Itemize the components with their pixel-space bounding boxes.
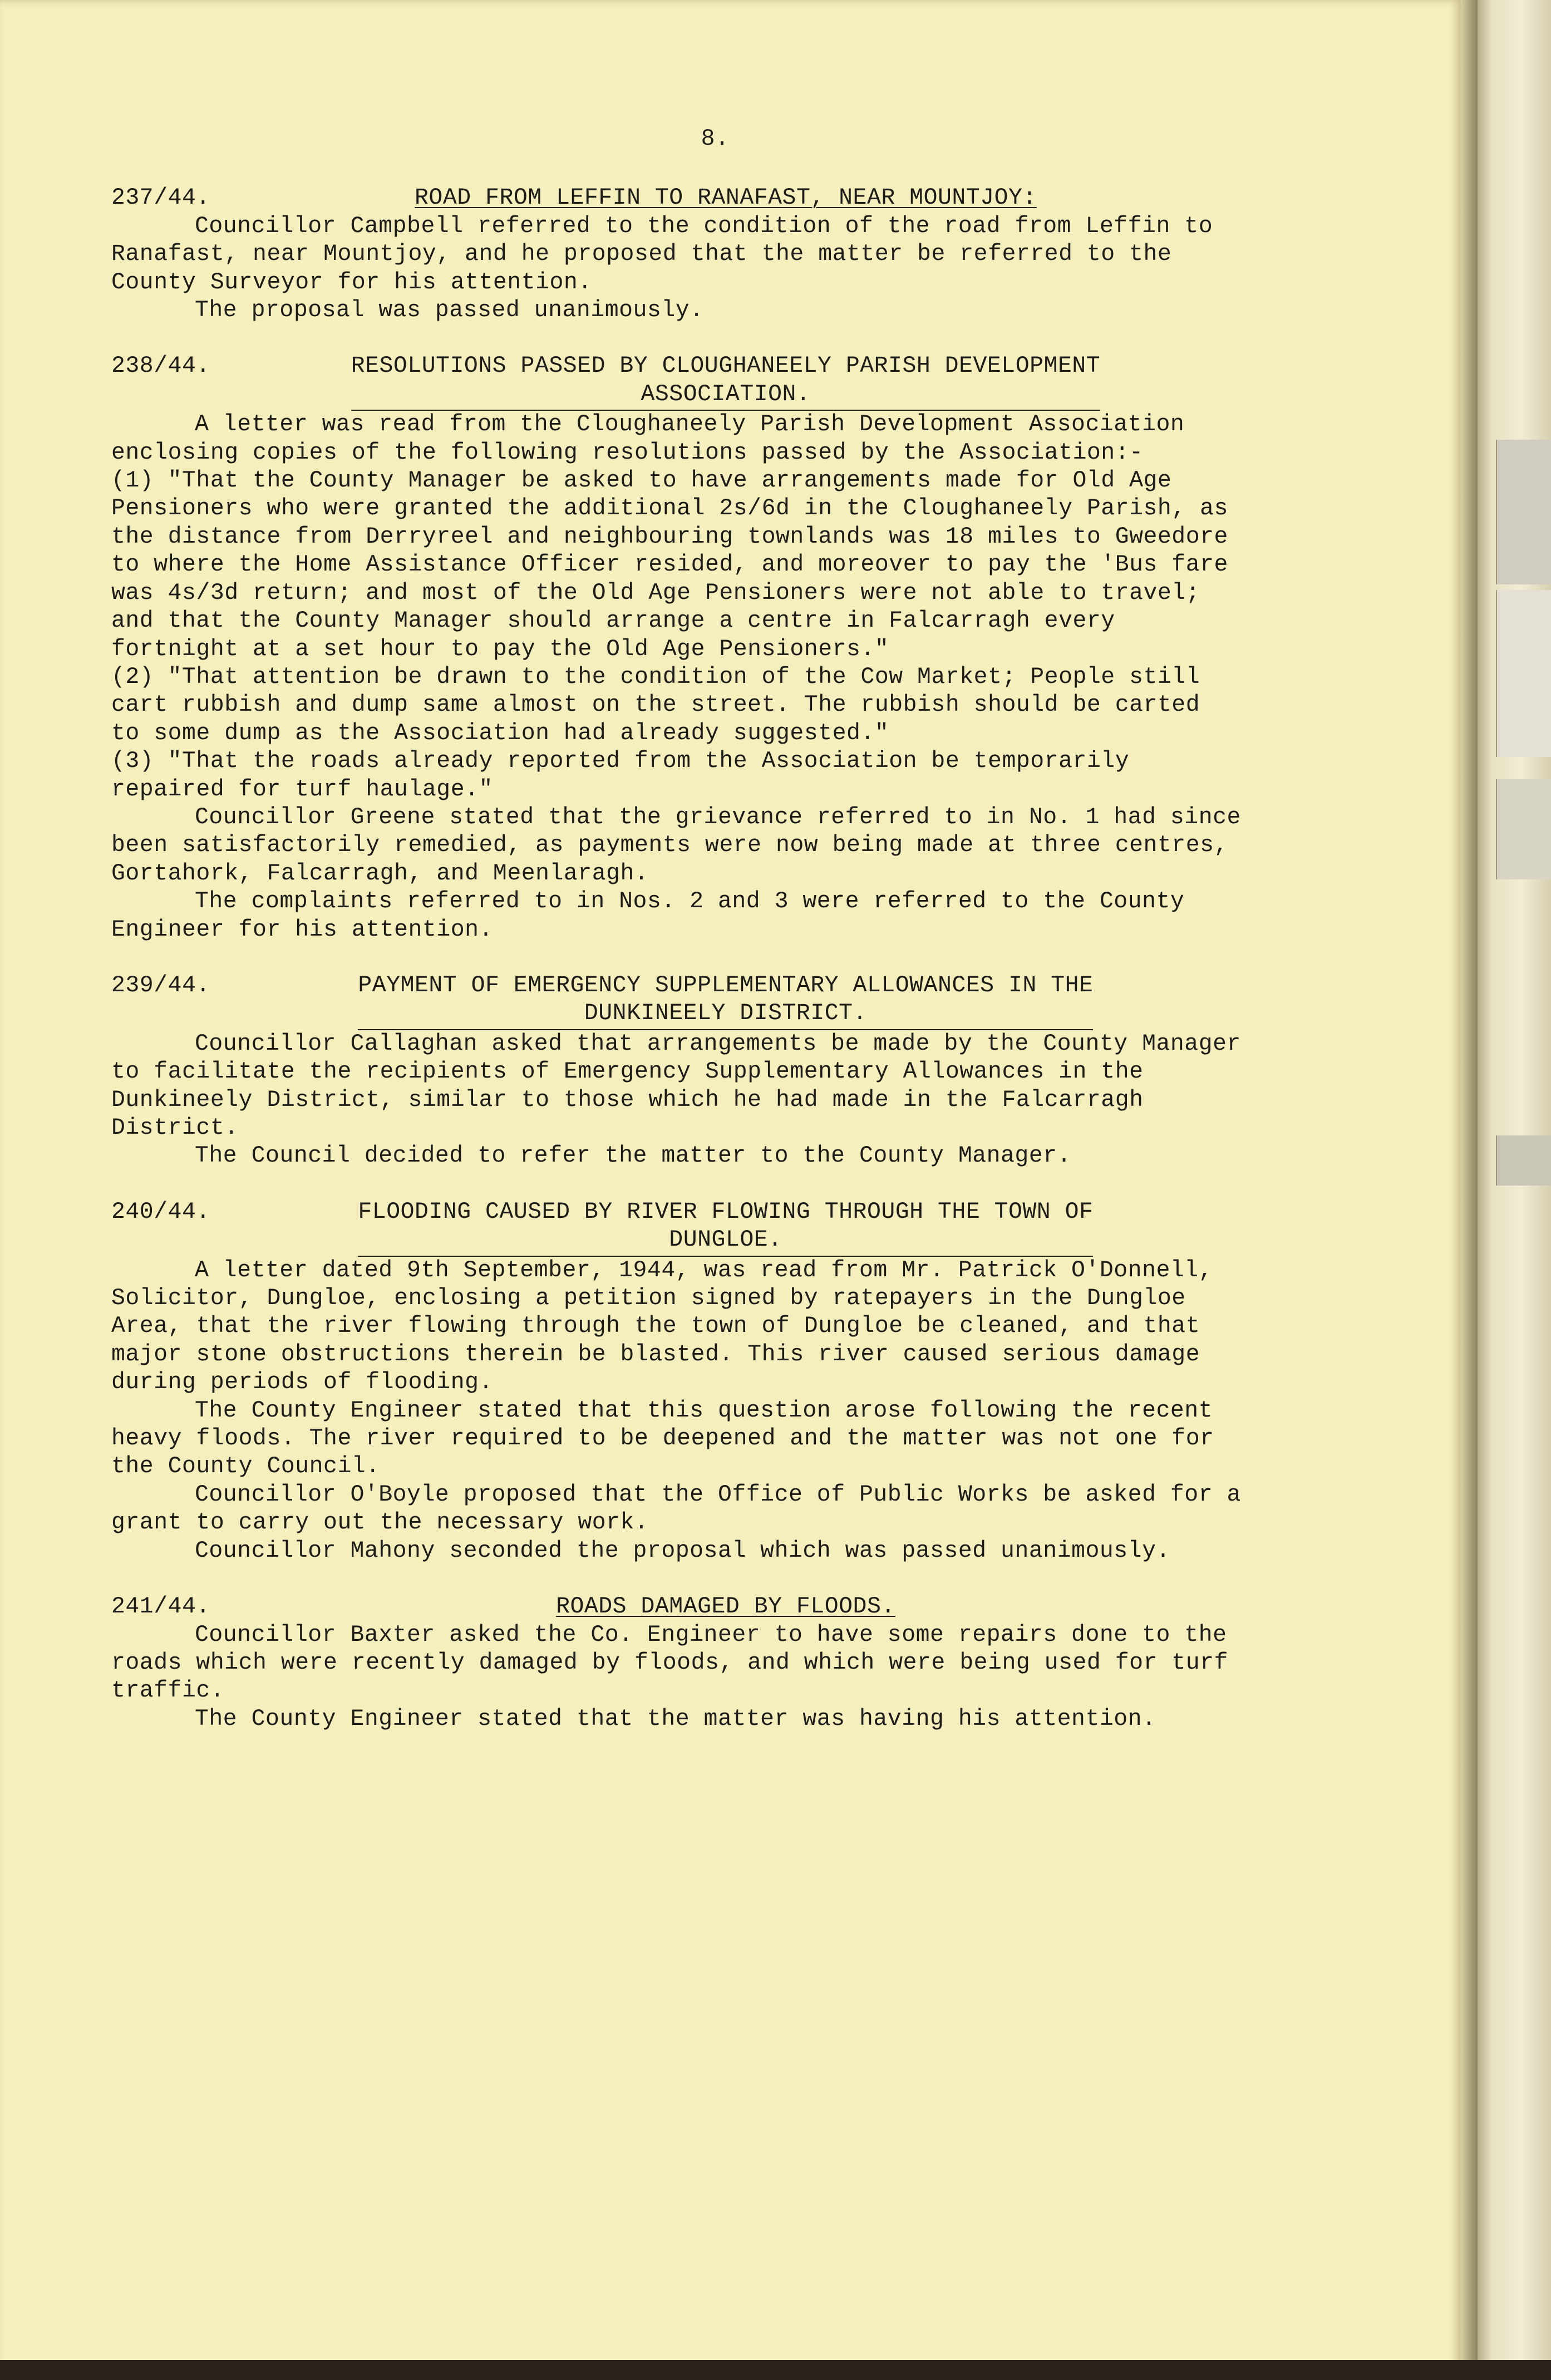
heading-line: DUNKINEELY DISTRICT. [584,1000,867,1027]
minute-239 [111,972,1241,1171]
minute-heading-row [111,972,1241,1030]
paragraph: Councillor O'Boyle proposed that the Office of Public Works be asked for a grant to carry out the necessary work. [111,1481,1241,1536]
paragraph: Councillor Greene stated that the grievance referred to in No. 1 had since been satisfactorily remedied, as payments were now being made at three centres, Gortahork, Falcarragh, and Meenlaragh. [111,804,1241,887]
minute-heading [358,972,1093,1030]
minute-number: 239/44. [111,972,210,999]
minute-number: 241/44. [111,1594,210,1620]
paragraph: Councillor Mahony seconded the proposal which was passed unanimously. [195,1537,1170,1564]
minute-heading [358,1198,1093,1257]
minute-number: 240/44. [111,1198,210,1225]
paragraph: Councillor Campbell referred to the condition of the road from Leffin to Ranafast, near Mountjoy, and he proposed that the matter be referred to the County Surveyor for his attention. [111,213,1213,296]
minutes-text [111,125,1241,1733]
minute-heading [351,352,1100,411]
minute-number: 238/44. [111,353,210,380]
resolution-3: (3) "That the roads already reported from the Association be temporarily repaired for turf haulage." [111,748,1130,803]
scan-bottom-border [0,2360,1551,2380]
heading-line: DUNGLOE. [669,1227,782,1253]
heading-line: ASSOCIATION. [641,381,811,407]
minute-number: 237/44. [111,185,210,212]
resolution-1: (1) "That the County Manager be asked to have arrangements made for Old Age Pensioners who were granted the additional 2s/6d in the Cloughaneely Parish, as the distance from Derryreel and neighbouring townlands was 18 miles to Gweedore to where the Home Assistance Officer resided, and moreover to pay the 'Bus fare was 4s/3d return; and most of the Old Age Pensioners were not able to travel; and that the County Manager should arrange a centre in Falcarragh every fortnight at a set hour to pay the Old Age Pensioners." [111,468,1228,662]
minute-240 [111,1198,1241,1565]
minute-241 [111,1593,1241,1733]
binding-strip [1478,0,1551,2380]
minute-heading: ROAD FROM LEFFIN TO RANAFAST, NEAR MOUNTJOY: [415,185,1037,212]
paragraph: The Council decided to refer the matter to the County Manager. [195,1143,1072,1169]
heading-line: PAYMENT OF EMERGENCY SUPPLEMENTARY ALLOWANCES IN THE [358,972,1094,999]
page-number: 8. [701,126,730,152]
binding-tab [1496,590,1551,757]
minute-heading-row [111,1593,1241,1621]
heading-line: RESOLUTIONS PASSED BY CLOUGHANEELY PARISH DEVELOPMENT [351,353,1101,380]
paragraph: Councillor Callaghan asked that arrangements be made by the County Manager to facilitate the recipients of Emergency Supplementary Allowances in the Dunkineely District, similar to those which he had made in the Falcarragh District. [111,1030,1241,1141]
minute-238 [111,352,1241,944]
heading-line: FLOODING CAUSED BY RIVER FLOWING THROUGH THE TOWN OF [358,1198,1094,1225]
minute-heading-row [111,1198,1241,1257]
paragraph: A letter was read from the Cloughaneely Parish Development Association enclosing copies of the following resolutions passed by the Association:- [111,411,1185,466]
paragraph: The County Engineer stated that this question arose following the recent heavy floods. The river required to be deepened and the matter was not one for the County Council. [111,1397,1214,1480]
paragraph: The complaints referred to in Nos. 2 and 3 were referred to the County Engineer for his attention. [111,888,1185,943]
page-edge-shadow [1461,0,1478,2380]
minute-heading-row [111,352,1241,411]
minute-heading-row [111,184,1241,212]
resolution-2: (2) "That attention be drawn to the condition of the Cow Market; People still cart rubbish and dump same almost on the street. The rubbish should be carted to some dump as the Association had already suggested." [111,663,1200,746]
minute-heading: ROADS DAMAGED BY FLOODS. [556,1594,895,1620]
paragraph: The County Engineer stated that the matter was having his attention. [195,1705,1156,1732]
binding-tab [1496,440,1551,584]
minute-237 [111,184,1241,324]
binding-tab [1496,1135,1551,1186]
paragraph: A letter dated 9th September, 1944, was read from Mr. Patrick O'Donnell, Solicitor, Dungloe, enclosing a petition signed by ratepayers in the Dungloe Area, that the river flowing through the town of Dungloe be cleaned, and that major stone obstructions therein be blasted. This river caused serious damage during periods of flooding. [111,1257,1213,1396]
paragraph: The proposal was passed unanimously. [195,297,704,324]
paragraph: Councillor Baxter asked the Co. Engineer to have some repairs done to the roads which were recently damaged by floods, and which were being used for turf traffic. [111,1621,1228,1704]
binding-tab [1496,779,1551,879]
